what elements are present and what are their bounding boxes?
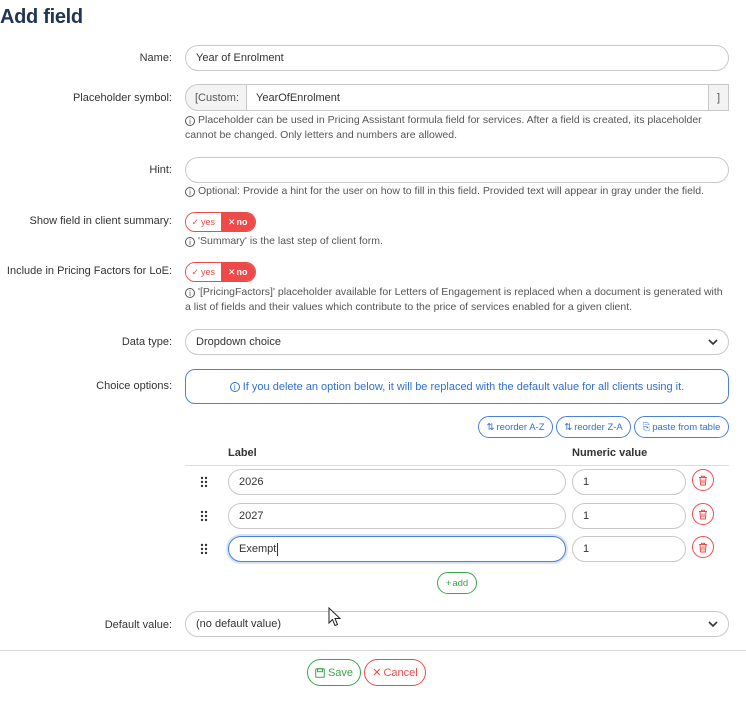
option-numeric-value: 1	[583, 543, 590, 555]
column-header-numeric: Numeric value	[572, 447, 648, 459]
option-numeric-input[interactable]	[572, 503, 686, 529]
placeholder-symbol-label: Placeholder symbol:	[72, 92, 172, 104]
reorder-az-button[interactable]	[478, 416, 553, 438]
show-summary-help	[185, 234, 383, 249]
reorder-za-label: reorder Z-A	[574, 421, 623, 433]
option-numeric-input[interactable]	[572, 469, 686, 495]
show-summary-toggle[interactable]	[185, 212, 256, 232]
drag-handle-icon[interactable]	[200, 510, 208, 522]
reorder-az-label: reorder A-Z	[496, 421, 545, 433]
name-label: Name:	[139, 52, 172, 64]
info-icon: i	[185, 187, 195, 197]
placeholder-help	[185, 113, 730, 143]
name-input[interactable]	[185, 45, 729, 71]
save-button[interactable]	[307, 659, 361, 686]
show-summary-yes[interactable]	[186, 213, 221, 231]
sort-icon: ⇅	[486, 421, 495, 433]
x-icon: ✕	[372, 667, 382, 679]
placeholder-symbol-value: YearOfEnrolment	[256, 91, 340, 104]
info-icon: i	[185, 237, 195, 247]
placeholder-symbol-input[interactable]	[247, 85, 708, 110]
page-title: Add field	[0, 6, 83, 28]
default-value-label: Default value:	[104, 619, 172, 631]
paste-from-table-label: paste from table	[652, 421, 721, 433]
data-type-select[interactable]	[185, 329, 729, 355]
x-icon: ✕	[227, 266, 236, 277]
check-icon: ✓	[191, 266, 200, 277]
name-input-value: Year of Enrolment	[196, 52, 284, 64]
pricing-factors-label: Include in Pricing Factors for LoE:	[6, 265, 172, 277]
pricing-factors-help-text: '[PricingFactors]' placeholder available for Letters of Engagement is replaced when a document is generated with a list of fields and their values which contribute to the price of services enabled for a given client.	[185, 286, 723, 313]
show-summary-no[interactable]	[221, 213, 256, 231]
show-summary-help-text: 'Summary' is the last step of client form.	[198, 235, 383, 247]
choice-options-alert	[185, 369, 729, 404]
show-summary-no-label: no	[236, 217, 248, 227]
clipboard-icon: ⎘	[642, 421, 651, 433]
check-icon: ✓	[191, 216, 200, 227]
hint-help	[185, 184, 745, 199]
pricing-factors-help	[185, 285, 730, 315]
default-value-select[interactable]	[185, 611, 729, 637]
pricing-factors-no[interactable]	[221, 263, 256, 281]
info-icon: i	[185, 288, 195, 298]
option-label-input[interactable]	[228, 503, 566, 529]
hint-label: Hint:	[149, 164, 172, 176]
pricing-factors-yes[interactable]	[186, 263, 221, 281]
hint-input[interactable]	[185, 157, 729, 183]
delete-option-button[interactable]	[692, 469, 714, 491]
column-header-label: Label	[228, 447, 257, 459]
default-value-value: (no default value)	[196, 618, 281, 630]
choice-options-label: Choice options:	[96, 380, 172, 392]
choice-options-alert-text: If you delete an option below, it will be replaced with the default value for all clients using it.	[242, 380, 685, 393]
delete-option-button[interactable]	[692, 503, 714, 525]
chevron-down-icon	[708, 337, 718, 347]
show-summary-yes-label: yes	[201, 217, 216, 227]
option-numeric-input[interactable]	[572, 536, 686, 562]
option-label-value: 2027	[239, 510, 264, 522]
plus-icon: +	[445, 577, 452, 589]
trash-icon	[698, 509, 708, 520]
chevron-down-icon	[708, 619, 718, 629]
save-button-label: Save	[327, 666, 354, 679]
option-numeric-value: 1	[583, 510, 590, 522]
info-icon: i	[185, 116, 195, 126]
add-option-label: add	[452, 577, 469, 589]
x-icon: ✕	[227, 216, 236, 227]
data-type-value: Dropdown choice	[196, 336, 281, 348]
trash-icon	[698, 542, 708, 553]
add-option-button[interactable]	[437, 572, 477, 594]
placeholder-suffix: ]	[708, 85, 728, 110]
placeholder-help-text: Placeholder can be used in Pricing Assistant formula field for services. After a field is created, its placeholder cannot be changed. Only letters and numbers are allowed.	[185, 114, 702, 141]
delete-option-button[interactable]	[692, 536, 714, 558]
show-summary-label: Show field in client summary:	[29, 215, 172, 227]
pricing-factors-toggle[interactable]	[185, 262, 256, 282]
cancel-button-label: Cancel	[383, 666, 418, 679]
placeholder-prefix: [Custom:	[186, 85, 247, 110]
form-footer-divider	[0, 650, 746, 651]
data-type-label: Data type:	[121, 336, 172, 348]
option-label-input[interactable]	[228, 536, 566, 562]
option-label-input[interactable]	[228, 469, 566, 495]
mouse-cursor-icon	[328, 607, 342, 627]
option-label-value: Exempt	[239, 543, 277, 555]
placeholder-symbol-group	[185, 84, 729, 111]
option-label-value: 2026	[239, 476, 264, 488]
trash-icon	[698, 475, 708, 486]
hint-help-text: Optional: Provide a hint for the user on how to fill in this field. Provided text will appear in gray under the field.	[198, 185, 705, 197]
drag-handle-icon[interactable]	[200, 543, 208, 555]
save-icon	[315, 668, 325, 678]
pricing-factors-no-label: no	[236, 267, 248, 277]
option-numeric-value: 1	[583, 476, 590, 488]
paste-from-table-button[interactable]	[634, 416, 729, 438]
sort-icon: ⇅	[564, 421, 573, 433]
cancel-button[interactable]	[364, 659, 426, 686]
table-header-divider	[185, 465, 729, 466]
pricing-factors-yes-label: yes	[201, 267, 216, 277]
text-caret	[277, 543, 278, 556]
info-icon: i	[230, 382, 240, 392]
drag-handle-icon[interactable]	[200, 476, 208, 488]
reorder-za-button[interactable]	[556, 416, 631, 438]
